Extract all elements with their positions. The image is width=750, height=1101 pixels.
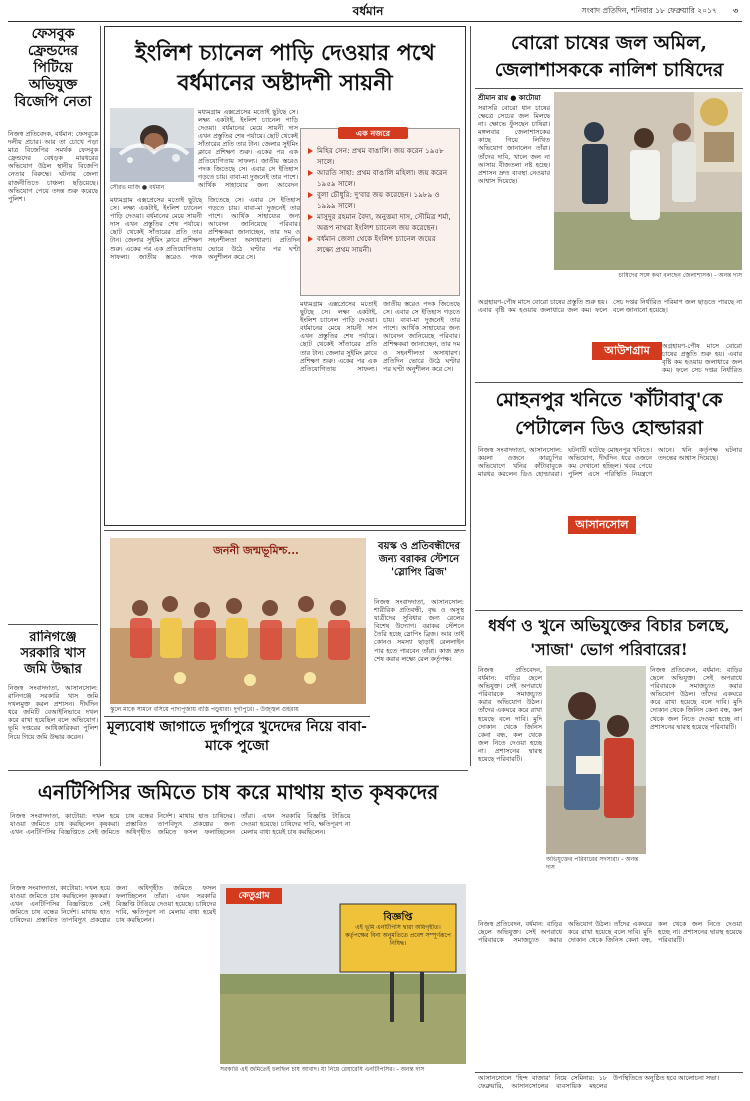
story-headline: ফেসবুক ফ্রেন্ডদের পিটিয়ে অভিযুক্ত বিজেপি নেতা: [14, 26, 92, 110]
story-headline: রানিগঞ্জে সরকারি খাস জমি উদ্ধার: [20, 630, 86, 677]
photo-caption: সৌরভ মাজি ● বর্ধমান: [110, 184, 165, 191]
story-headline: এনটিপিসির জমিতে চাষ করে মাথায় হাত কৃষকদের: [37, 780, 439, 804]
story-body: নিজস্ব সংবাদদাতা, আসানসোল: কয়লা ওজনে কারচুপির অভিযোগে খনির কাঁটাবাবুকে মারধর করলেন ডিও হোল্ডাররা। ঘটনাটি ঘটেছে মোহনপুর খনিতে। অভিযোগ, দীর্ঘদিন ধরে ওজনে কম দেখানো হচ্ছিল। খবর পেয়ে পুলিশ এসে পরিস্থিতি নিয়ন্ত্রণে আনে। খনি কর্তৃপক্ষ ঘটনার তদন্তের আশ্বাস দিয়েছে।: [478, 446, 742, 479]
feature-intro: মধ্যমগ্রাম এক্সপ্রেসের মতোই ছুটছে সে। লক্ষ্য একটাই, ইংলিশ চ্যানেল পাড়ি দেওয়া। বর্ধমানের মেয়ে সায়নী দাস এখন প্রস্তুতির শেষ পর্যায়ে। ছোট থেকেই সাঁতারের প্রতি তার টান। জেলার সুইমিং ক্লাবে প্রশিক্ষণ শুরু। একের পর এক প্রতিযোগিতায় সাফল্য। জাতীয় স্তরেও পদক জিতেছে সে। এবার সে ইতিহাস গড়তে চায়। বাবা-মা দুজনেই তার পাশে। আর্থিক সাহায্যের জন্য আবেদন: [198, 108, 298, 189]
farmers-photo: [554, 92, 742, 270]
date-line: [582, 6, 738, 18]
story-body: নিজস্ব সংবাদদাতা, কাটোয়া: দখল হয়ে যাওয়া জমিতে চাষ করছিলেন কৃষকরা। এখন এনটিপিসির বিজ্ঞপ্তিতে সেই জমিতে চাষ বন্ধের নির্দেশ। মাথায় হাত চাষিদের। প্রস্তাবিত তাপবিদ্যুৎ প্রকল্পের জন্য অধিগৃহীত জমিতে ফসল ফলাচ্ছিলেন তাঁরা। এখন সরকারি বিজ্ঞপ্তি টাঙিয়ে দেওয়া হয়েছে। চাষিদের দাবি, ক্ষতিপূরণ না মেলায় বাধ্য হয়েই চাষ করছিলেন।: [10, 884, 216, 925]
divider: [475, 382, 743, 383]
photo-caption: স্কুলে মাকে সামনে বসিয়ে পাদ্যপূজায় ব্যস্তি পড়ুয়ারা। দুর্গাপুরে। - উজ্জ্বল গুহরায়: [110, 706, 299, 713]
fact-box: [300, 128, 460, 296]
photo-caption: চাষিদের সঙ্গে কথা বলছেন জেলাশাসক। - অনন্ত দাস: [618, 272, 742, 279]
notice-title: বিজ্ঞপ্তি: [383, 912, 413, 923]
location-tag: কেতুগ্রাম: [226, 888, 282, 904]
pujo-photo: [110, 538, 366, 704]
photo-label: জননী জন্মভূমিশ্চ...: [213, 544, 299, 557]
fact-box-label: এক নজরে: [338, 127, 408, 139]
divider: [104, 716, 370, 717]
divider: [8, 770, 468, 771]
divider: [475, 88, 743, 89]
story-headline: ধর্ষণ ও খুনে অভিযুক্তের বিচার চলছে, 'সাজা' ভোগ পরিবারের!: [488, 616, 730, 659]
story-body: নিজস্ব প্রতিবেদন, বর্ধমান: বাড়ির ছেলে অভিযুক্ত। সেই অপরাধে পরিবারকে সমাজচ্যুত করার অভিযোগ উঠল। তাঁদের একঘরে করে রাখা হয়েছে বলে দাবি। মুদি দোকান থেকে জিনিস কেনা বন্ধ, কল থেকে জল নিতে দেওয়া হচ্ছে না। প্রশাসনের দ্বারস্থ হয়েছে পরিবারটি।: [478, 666, 542, 764]
ntpc-land-photo: [220, 884, 466, 1064]
column-divider: [100, 26, 101, 766]
fact-item: বর্ধমান জেলা থেকে ইংলিশ চ্যানেল জয়ের লক্ষ্যে প্রথম সায়নী।: [307, 233, 453, 255]
swimmer-photo: [110, 108, 194, 182]
story-body: নিজস্ব সংবাদদাতা, আসানসোল: শারীরিক প্রতিবন্ধী, বৃদ্ধ ও অসুস্থ যাত্রীদের সুবিধার জন্য রেলের বিশেষ উদ্যোগ। বরাকর স্টেশনে তৈরি হচ্ছে স্লোপিং ব্রিজ। আর তাই কোনও সমস্যা ছাড়াই রেললাইন পার হতে পারবেন তাঁরা। কাজ দ্রুত শেষ করার লক্ষ্যে রেল কর্তৃপক্ষ।: [374, 598, 464, 663]
story-body: আসানসোলে 'হিন্দ বাজার' নিয়ে সেমিনার: ১৮ ফেব্রুয়ারি, আসানসোলের ব্যবসায়িক মহলের উপস্থিতিতে অনুষ্ঠিত হবে আলোচনা সভা।: [478, 1074, 719, 1091]
feature-body-cont: মধ্যমগ্রাম এক্সপ্রেসের মতোই ছুটছে সে। লক্ষ্য একটাই, ইংলিশ চ্যানেল পাড়ি দেওয়া। বর্ধমানের মেয়ে সায়নী দাস এখন প্রস্তুতির শেষ পর্যায়ে। ছোট থেকেই সাঁতারের প্রতি তার টান। জেলার সুইমিং ক্লাবে প্রশিক্ষণ শুরু। একের পর এক প্রতিযোগিতায় সাফল্য। জাতীয় স্তরেও পদক জিতেছে সে। এবার সে ইতিহাস গড়তে চায়। বাবা-মা দুজনেই তার পাশে। আর্থিক সাহায্যের জন্য আবেদন জানিয়েছে পরিবার। প্রশিক্ষকরা জানাচ্ছেন, তার দম ও সহনশীলতা অসাধারণ। প্রতিদিন ভোরে উঠে ঘণ্টার পর ঘণ্টা অনুশীলন করে সে।: [300, 300, 460, 373]
story-body: সরাসরি বোরো ধান চাষের ক্ষেত্রে সেচের জল মিলছে না। ক্ষোভে ফুঁসছেন চাষিরা। মঙ্গলবার জেলাশাসকের কাছে গিয়ে লিখিত অভিযোগ জানালেন তাঁরা। তাঁদের দাবি, খালে জল না আসায় বীজতলা নষ্ট হচ্ছে। প্রশাসন দ্রুত ব্যবস্থা নেওয়ার আশ্বাস দিয়েছে।: [478, 104, 550, 185]
story-headline: মূল্যবোধ জাগাতে দুর্গাপুরে খুদেদের নিয়ে বাবা-মাকে পুজো: [107, 719, 367, 754]
page-number: ৩: [733, 6, 738, 15]
photo-caption: অভিযুক্তের পরিবারের সদস্যরা। - অনন্ত দাস: [546, 856, 639, 871]
column-divider: [470, 26, 471, 766]
feature-headline: ইংলিশ চ্যানেল পাড়ি দেওয়ার পথে বর্ধমানের অষ্টাদশী সায়নী: [135, 40, 435, 96]
feature-body: মধ্যমগ্রাম এক্সপ্রেসের মতোই ছুটছে সে। লক্ষ্য একটাই, ইংলিশ চ্যানেল পাড়ি দেওয়া। বর্ধমানের মেয়ে সায়নী দাস এখন প্রস্তুতির শেষ পর্যায়ে। ছোট থেকেই সাঁতারের প্রতি তার টান। জেলার সুইমিং ক্লাবে প্রশিক্ষণ শুরু। একের পর এক প্রতিযোগিতায় সাফল্য। জাতীয় স্তরেও পদক জিতেছে সে। এবার সে ইতিহাস গড়তে চায়। বাবা-মা দুজনেই তার পাশে। আর্থিক সাহায্যের জন্য আবেদন জানিয়েছে পরিবার। প্রশিক্ষকরা জানাচ্ছেন, তার দম ও সহনশীলতা অসাধারণ। প্রতিদিন ভোরে উঠে ঘণ্টার পর ঘণ্টা অনুশীলন করে সে।: [110, 196, 300, 261]
divider: [104, 530, 466, 531]
date-text: সংবাদ প্রতিদিন, শনিবার ১৮ ফেব্রুয়ারি ২০১৭: [581, 6, 717, 15]
story-headline: মোহনপুর খনিতে 'কাঁটাবাবু'কে পেটালেন ডিও হোল্ডাররা: [495, 389, 723, 439]
story-body: নিজস্ব প্রতিবেদন, বর্ধমান: বাড়ির ছেলে অভিযুক্ত। সেই অপরাধে পরিবারকে সমাজচ্যুত করার অভিযোগ উঠল। তাঁদের একঘরে করে রাখা হয়েছে বলে দাবি। মুদি দোকান থেকে জিনিস কেনা বন্ধ, কল থেকে জল নিতে দেওয়া হচ্ছে না। প্রশাসনের দ্বারস্থ হয়েছে পরিবারটি।: [650, 666, 742, 731]
location-tag: আসানসোল: [568, 516, 636, 534]
family-photo: [546, 666, 646, 854]
story-body: অগ্রহায়ণ-পৌষ মাসে বোরো চাষের প্রস্তুতি শুরু হয়। এবার বৃষ্টি কম হওয়ায় জলাধারে জল কম। ফলে সেচ দপ্তর নির্ধারিত পরিমাণ জল ছাড়তে পারছে না বলে জানানো হয়েছে।: [478, 298, 742, 315]
photo-caption: সরকারি এই জমিতেই চলছিল চাষ আবাদ। যা নিয়ে রেষারেষি এনটিপিসির। - অনন্ত দাস: [220, 1066, 425, 1073]
section-title: বর্ধমান: [352, 4, 384, 18]
divider: [475, 610, 743, 611]
divider: [475, 1072, 743, 1073]
fact-item: আরতি সাহা: প্রথম বাঙালি মহিলা। জয় করেন ১৯৫৯ সালে।: [307, 167, 453, 189]
story-headline: বোরো চাষের জল অমিল, জেলাশাসককে নালিশ চাষিদের: [494, 32, 724, 81]
story-headline: বয়স্ক ও প্রতিবন্ধীদের জন্য বরাকর স্টেশনে 'স্লোপিং ব্রিজ': [378, 541, 460, 578]
story-body: নিজস্ব প্রতিবেদন, বর্ধমান: বাড়ির ছেলে অভিযুক্ত। সেই অপরাধে পরিবারকে সমাজচ্যুত করার অভিযোগ উঠল। তাঁদের একঘরে করে রাখা হয়েছে বলে দাবি। মুদি দোকান থেকে জিনিস কেনা বন্ধ, কল থেকে জল নিতে দেওয়া হচ্ছে না। প্রশাসনের দ্বারস্থ হয়েছে পরিবারটি।: [478, 920, 742, 945]
page-header: [8, 0, 742, 22]
notice-text: এই ভূমি এনটিপিসি দ্বারা অধিগৃহীত। কর্তৃপক্ষের বিনা অনুমতিতে প্রবেশ সম্পূর্ণরূপে নিষিদ্ধ।: [345, 924, 451, 947]
story-body: অগ্রহায়ণ-পৌষ মাসে বোরো চাষের প্রস্তুতি শুরু হয়। এবার বৃষ্টি কম হওয়ায় জলাধারে জল কম। ফলে সেচ দপ্তর নির্ধারিত: [662, 342, 742, 375]
byline: শ্রীমান রায় ● কাটোয়া: [478, 94, 541, 102]
divider: [8, 624, 98, 625]
fact-item: মাসুদুর রহমান বৈদ্য, অনুত্তমা দাস, সৌমিত্র শর্মা, অরূপ নাথরা ইংলিশ চ্যানেল জয় করেছেন।: [307, 211, 453, 233]
story-body: নিজস্ব সংবাদদাতা, কাটোয়া: দখল হয়ে যাওয়া জমিতে চাষ করছিলেন কৃষকরা। এখন এনটিপিসির বিজ্ঞপ্তিতে সেই জমিতে চাষ বন্ধের নির্দেশ। মাথায় হাত চাষিদের। প্রস্তাবিত তাপবিদ্যুৎ প্রকল্পের জন্য অধিগৃহীত জমিতে ফসল ফলাচ্ছিলেন তাঁরা। এখন সরকারি বিজ্ঞপ্তি টাঙিয়ে দেওয়া হয়েছে। চাষিদের দাবি, ক্ষতিপূরণ না মেলায় বাধ্য হয়েই চাষ করছিলেন।: [10, 812, 351, 837]
fact-item: মিহির সেন: প্রথম বাঙালি। জয় করেন ১৯৫৮ সালে।: [307, 145, 453, 167]
fact-item: বুলা চৌধুরি: দু'বার জয় করেছেন। ১৯৮৯ ও ১৯৯৯ সালে।: [307, 189, 453, 211]
story-body: নিজস্ব প্রতিবেদক, বর্ধমান: ফেসবুকে দলীয় প্রচার। আর তা চোখে পড়া মাত্র বিজেপির সমর্থক ফেসবুক ফ্রেন্ডদের বেধড়ক মারধরের অভিযোগ উঠল স্থানীয় বিজেপি নেতার বিরুদ্ধে। ঘটনায় জেলা রাজনীতিতে চাঞ্চল্য ছড়িয়েছে। অভিযোগ পেয়ে তদন্ত শুরু করেছে পুলিশ।: [8, 130, 98, 203]
story-body: নিজস্ব সংবাদদাতা, আসানসোল: রানিগঞ্জে সরকারি খাস জমি দখলমুক্ত করল প্রশাসন। দীর্ঘদিন ধরে জমিটি বেআইনিভাবে দখল করে রাখা হয়েছিল বলে অভিযোগ। ভূমি দপ্তরের আধিকারিকরা পুলিশ নিয়ে গিয়ে জমি উদ্ধার করেন।: [8, 684, 98, 741]
location-tag: আউশগ্রাম: [592, 342, 662, 360]
